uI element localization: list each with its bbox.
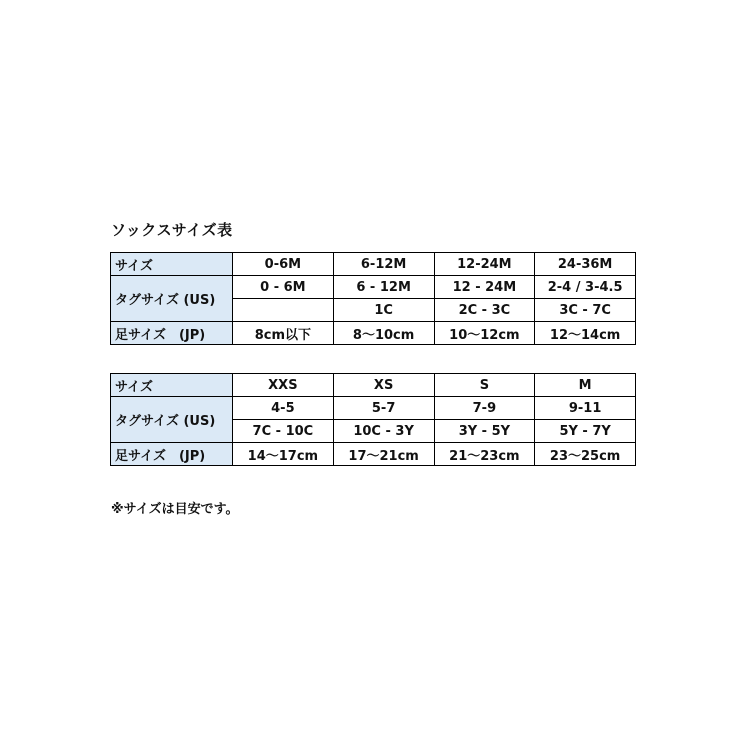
table-cell: 2-4 / 3-4.5 xyxy=(535,276,636,299)
table-cell: 1C xyxy=(333,299,434,322)
table-cell xyxy=(233,299,334,322)
table-cell: 24-36M xyxy=(535,253,636,276)
footnote: ※サイズは目安です。 xyxy=(111,502,239,517)
row-label-tag-size: タグサイズ (US) xyxy=(111,397,233,443)
table-row-tag-size xyxy=(111,276,636,299)
table-cell: 6 - 12M xyxy=(333,276,434,299)
table-cell: 14～17cm xyxy=(233,443,334,466)
table-cell: 5Y - 7Y xyxy=(535,420,636,443)
table-cell: 17～21cm xyxy=(333,443,434,466)
table-cell: 10C - 3Y xyxy=(333,420,434,443)
table-row-size xyxy=(111,374,636,397)
table-cell: XS xyxy=(333,374,434,397)
table-cell: 10～12cm xyxy=(434,322,535,345)
row-label-foot-size: 足サイズ (JP) xyxy=(111,322,233,345)
table-row-tag-size xyxy=(111,397,636,420)
page-title: ソックスサイズ表 xyxy=(111,221,233,239)
row-label-tag-size: タグサイズ (US) xyxy=(111,276,233,322)
table-cell: 7-9 xyxy=(434,397,535,420)
table-cell: 21～23cm xyxy=(434,443,535,466)
table-cell: 8～10cm xyxy=(333,322,434,345)
table-cell: 12-24M xyxy=(434,253,535,276)
table-cell: 23～25cm xyxy=(535,443,636,466)
table-cell: 7C - 10C xyxy=(233,420,334,443)
size-table-kids xyxy=(110,373,636,466)
table-row-foot-size xyxy=(111,443,636,466)
table-cell: 12 - 24M xyxy=(434,276,535,299)
table-row-foot-size xyxy=(111,322,636,345)
table-cell: 0-6M xyxy=(233,253,334,276)
row-label-size: サイズ xyxy=(111,374,233,397)
table-cell: XXS xyxy=(233,374,334,397)
table-cell: 3C - 7C xyxy=(535,299,636,322)
table-cell: 5-7 xyxy=(333,397,434,420)
table-cell: S xyxy=(434,374,535,397)
row-label-foot-size: 足サイズ (JP) xyxy=(111,443,233,466)
size-table-baby xyxy=(110,252,636,345)
row-label-size: サイズ xyxy=(111,253,233,276)
table-cell: 8cm以下 xyxy=(233,322,334,345)
table-cell: 2C - 3C xyxy=(434,299,535,322)
table-cell: 0 - 6M xyxy=(233,276,334,299)
table-cell: 12～14cm xyxy=(535,322,636,345)
table-cell: 4-5 xyxy=(233,397,334,420)
table-cell: M xyxy=(535,374,636,397)
table-cell: 9-11 xyxy=(535,397,636,420)
table-cell: 3Y - 5Y xyxy=(434,420,535,443)
table-row-size xyxy=(111,253,636,276)
table-cell: 6-12M xyxy=(333,253,434,276)
